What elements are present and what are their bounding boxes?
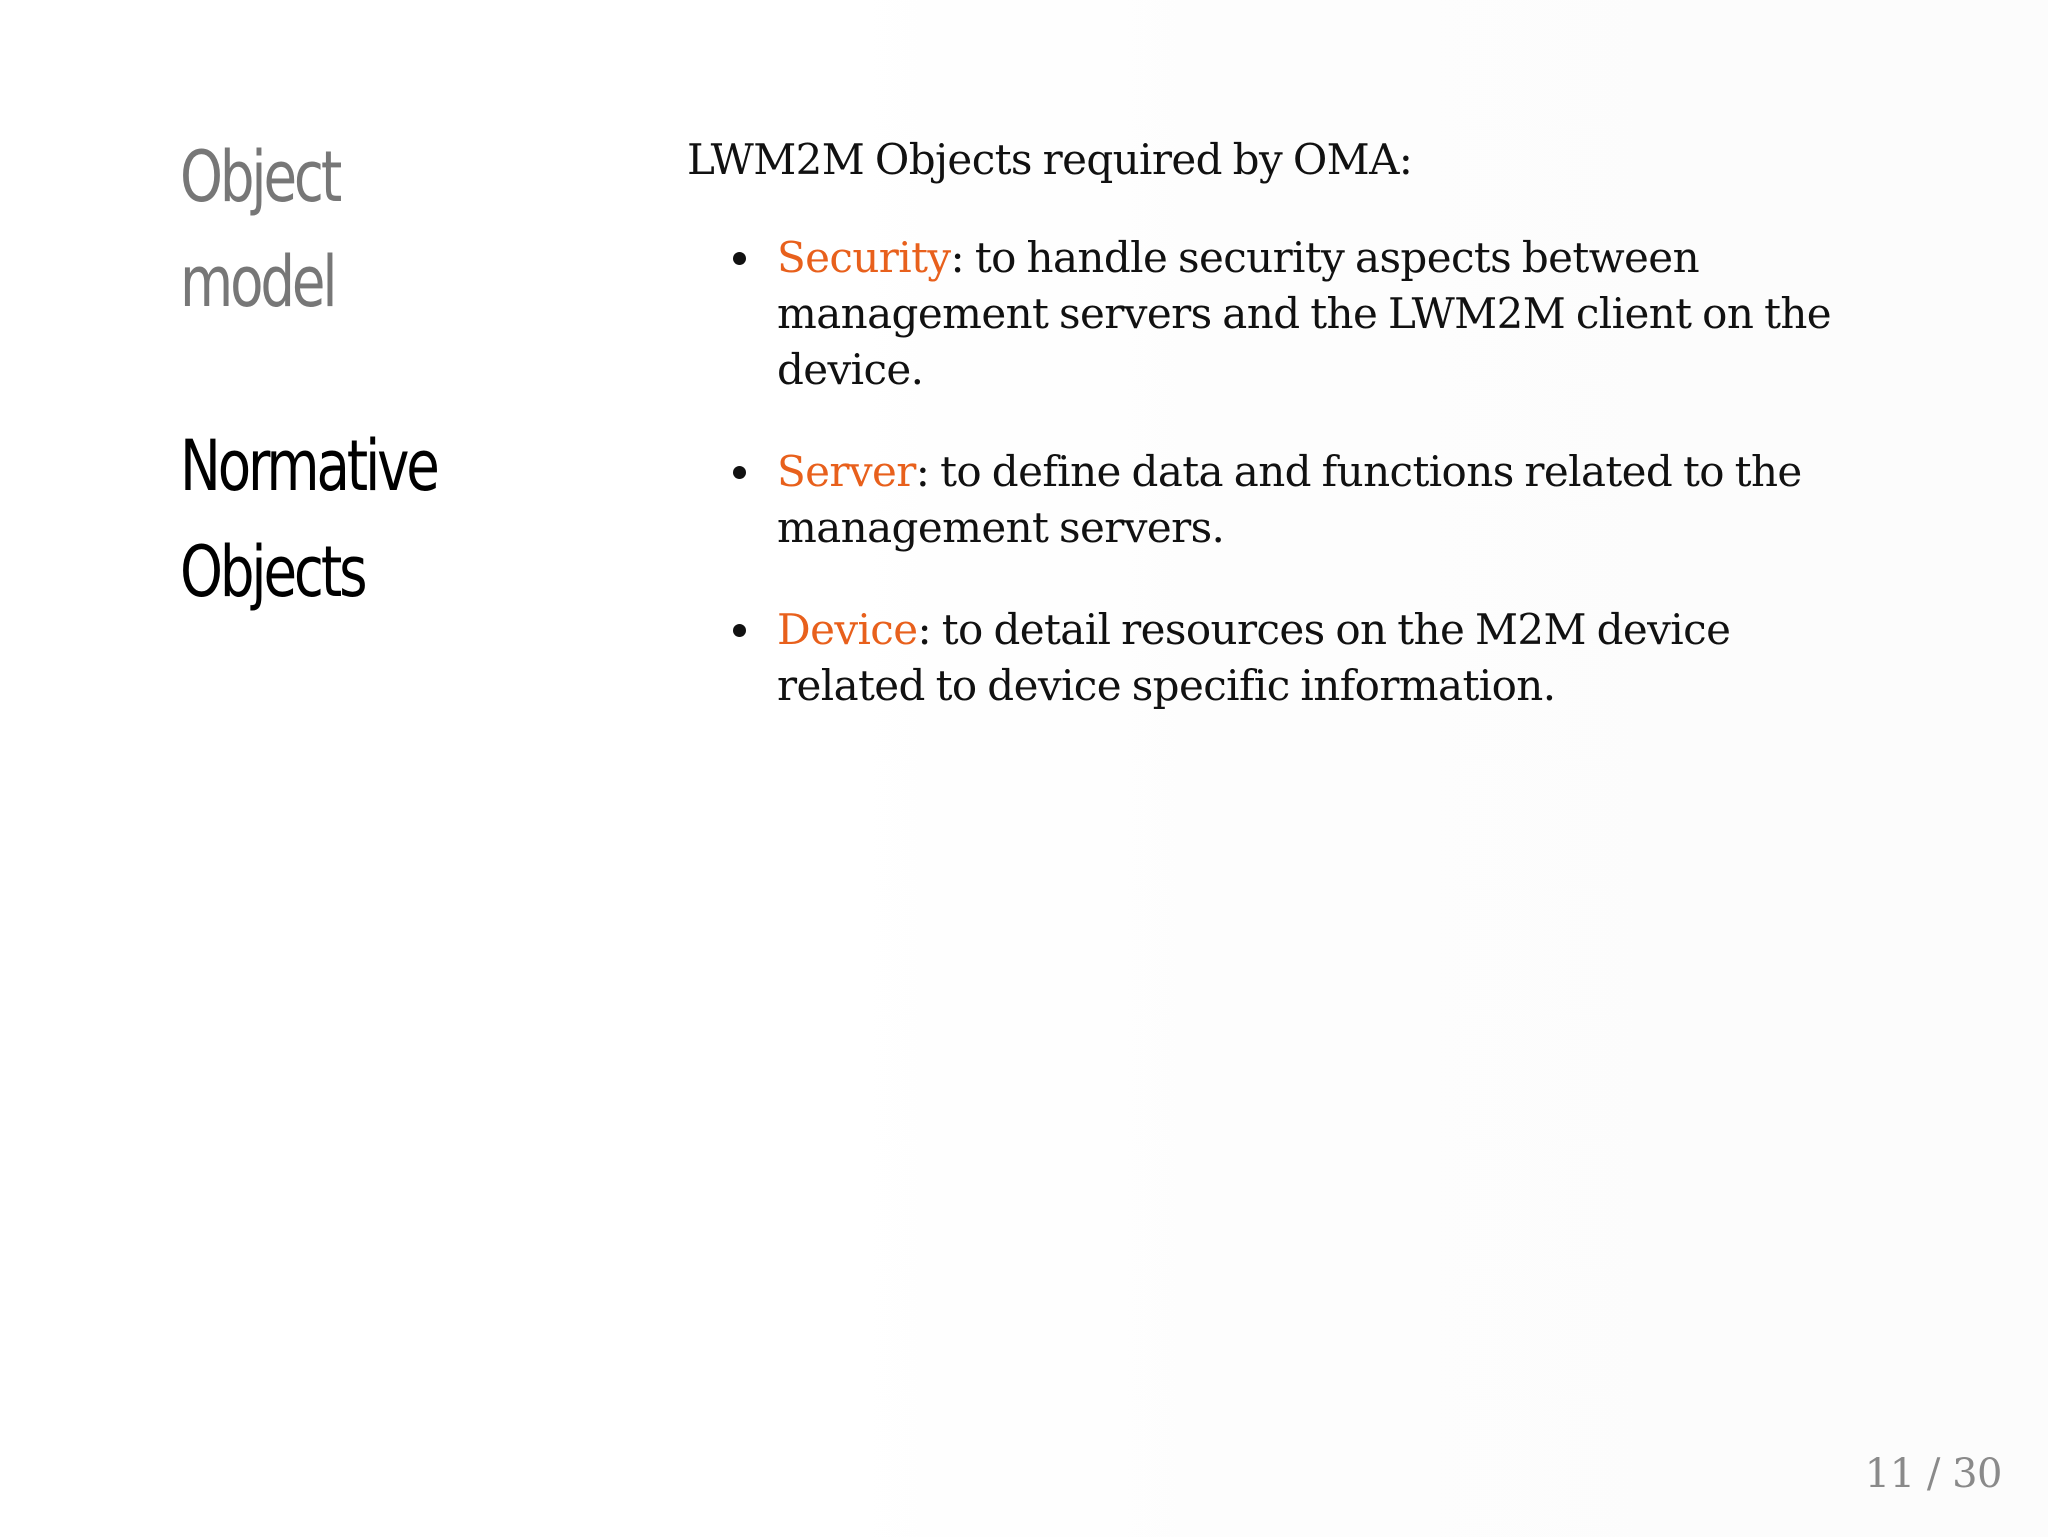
page-number: 11 / 30 (1864, 1451, 2002, 1497)
list-item-security (687, 230, 1867, 398)
section-heading (180, 125, 640, 625)
slide-body (687, 132, 1867, 760)
section-subtitle-line: model (180, 241, 335, 323)
section-subtitle-line: Object (180, 136, 340, 218)
item-description: : to detail resources on the M2M device related to device specific information. (777, 605, 1731, 710)
section-subtitle (180, 125, 539, 335)
slide-title-line: Objects (180, 531, 365, 613)
intro-text: LWM2M Objects required by OMA: (687, 135, 1413, 184)
objects-list (687, 230, 1867, 714)
term-device: Device (777, 605, 918, 654)
item-description: : to handle security aspects between management servers and the LWM2M client on the device. (777, 233, 1832, 394)
term-security: Security (777, 233, 951, 282)
slide-title-line: Normative (180, 425, 437, 507)
bullet-icon (733, 252, 746, 265)
list-item-device (687, 602, 1867, 714)
list-item-server (687, 444, 1867, 556)
item-description: : to define data and functions related to the management servers. (777, 447, 1802, 552)
bullet-icon (733, 466, 746, 479)
slide-title (180, 413, 539, 625)
bullet-icon (733, 624, 746, 637)
term-server: Server (777, 447, 916, 496)
